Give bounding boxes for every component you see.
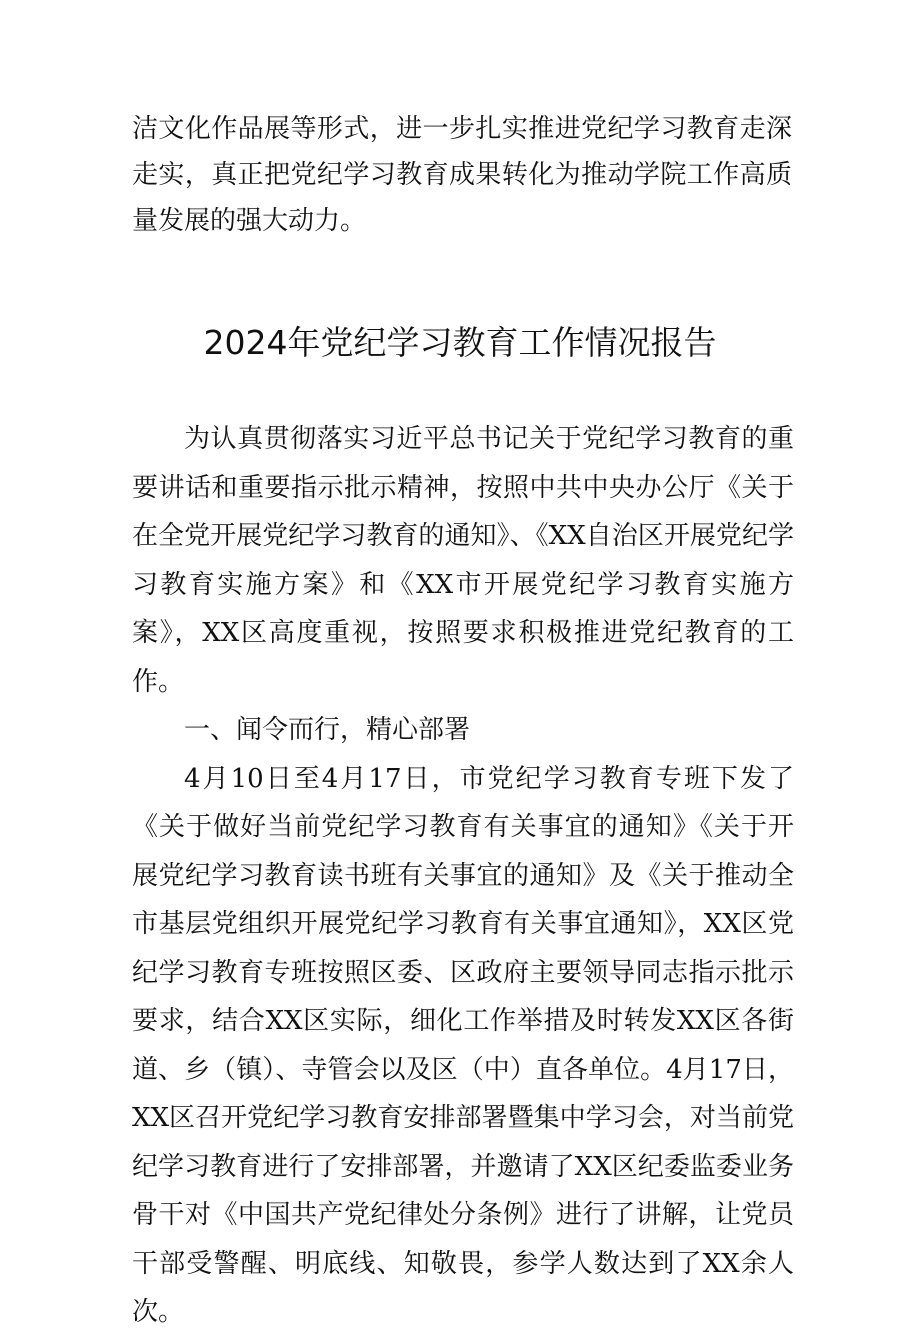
document-title: 2024年党纪学习教育工作情况报告 [203, 323, 717, 362]
section-heading: 一、闻令而行，精心部署 [184, 715, 471, 745]
section-paragraph: 4月10日至4月17日，市党纪学习教育专班下发了《关于做好当前党纪学习教育有关事宜的通知》《关于开展党纪学习教育读书班有关事宜的通知》及《关于推动全市基层党组织开展党纪学习教育有关事宜通知》，XX区党纪学习教育专班按照区委、区政府主要领导同志指示批示要求，结合XX区实际，细化工作举措及时转发XX区各街道、乡（镇）、寺管会以及区（中）直各单位。4月17日，XX区召开党纪学习教育安排部署暨集中学习会，对当前党纪学习教育进行了安排部署，并邀请了XX区纪委监委业务骨干对《中国共产党纪律处分条例》进行了讲解，让党员干部受警醒、明底线、知敬畏，参学人数达到了XX余人次。 [132, 763, 794, 1327]
previous-paragraph-tail: 洁文化作品展等形式，进一步扎实推进党纪学习教育走深走实，真正把党纪学习教育成果转化为推动学院工作高质量发展的强大动力。 [132, 114, 792, 236]
intro-paragraph: 为认真贯彻落实习近平总书记关于党纪学习教育的重要讲话和重要指示批示精神，按照中共中央办公厅《关于在全党开展党纪学习教育的通知》、《XX自治区开展党纪学习教育实施方案》和《XX市开展党纪学习教育实施方案》，XX区高度重视，按照要求积极推进党纪教育的工作。 [132, 424, 794, 697]
report-body [132, 415, 794, 1337]
